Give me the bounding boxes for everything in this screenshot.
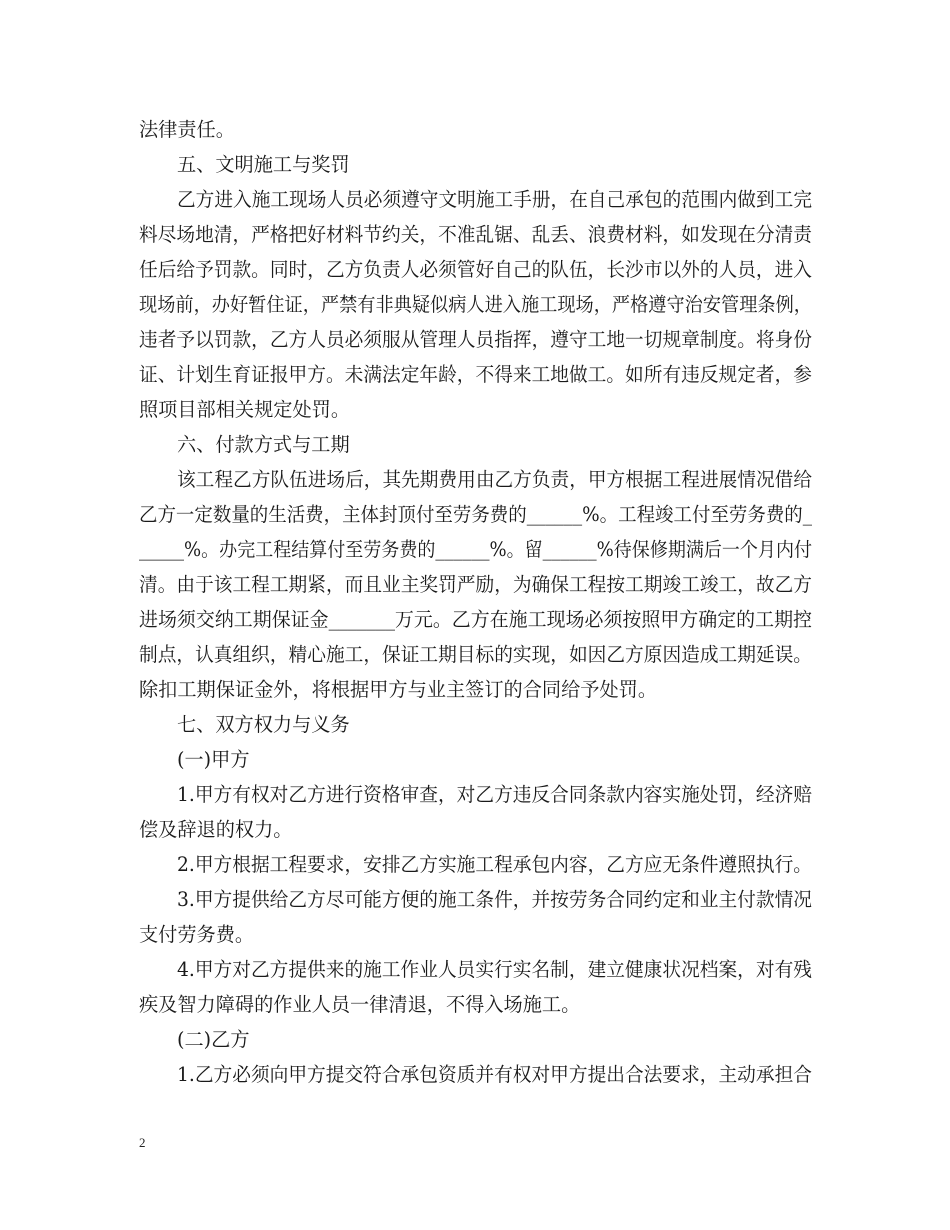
- section-heading: 五、文明施工与奖罚: [177, 153, 350, 176]
- text-line: 支付劳务费。: [139, 923, 255, 946]
- text-line: 证、计划生育证报甲方。未满法定年龄，不得来工地做工。如所有违反规定者，参: [139, 363, 812, 386]
- text-line: 除扣工期保证金外，将根据甲方与业主签订的合同给予处罚。: [139, 678, 658, 701]
- section-heading: 六、付款方式与工期: [177, 433, 350, 456]
- section-heading: 七、双方权力与义务: [177, 713, 350, 736]
- text-line: 进场须交纳工期保证金_______万元。乙方在施工现场必须按照甲方确定的工期控: [139, 608, 812, 631]
- text-line: 该工程乙方队伍进场后，其先期费用由乙方负责，甲方根据工程进展情况借给: [177, 468, 812, 491]
- text-line: 照项目部相关规定处罚。: [139, 398, 351, 421]
- text-line: 任后给予罚款。同时，乙方负责人必须管好自己的队伍，长沙市以外的人员，进入: [139, 258, 812, 281]
- text-line: 清。由于该工程工期紧，而且业主奖罚严励，为确保工程按工期竣工竣工，故乙方: [139, 573, 812, 596]
- text-line: 制点，认真组织，精心施工，保证工期目标的实现，如因乙方原因造成工期延误。: [139, 643, 812, 666]
- text-line: 乙方一定数量的生活费，主体封顶付至劳务费的______%。工程竣工付至劳务费的_: [139, 503, 812, 526]
- text-line: 现场前，办好暂住证，严禁有非典疑似病人进入施工现场，严格遵守治安管理条例，: [139, 293, 812, 316]
- text-line: 疾及智力障碍的作业人员一律清退，不得入场施工。: [139, 993, 581, 1016]
- text-line: 乙方进入施工现场人员必须遵守文明施工手册，在自己承包的范围内做到工完: [177, 188, 812, 211]
- text-line: 法律责任。: [139, 118, 235, 141]
- text-line: 偿及辞退的权力。: [139, 818, 293, 841]
- text-line: 4.甲方对乙方提供来的施工作业人员实行实名制，建立健康状况档案，对有残: [177, 958, 812, 981]
- text-line: 1.甲方有权对乙方进行资格审查，对乙方违反合同条款内容实施处罚，经济赔: [177, 783, 812, 806]
- text-line: 违者予以罚款，乙方人员必须服从管理人员指挥，遵守工地一切规章制度。将身份: [139, 328, 812, 351]
- text-line: 3.甲方提供给乙方尽可能方便的施工条件，并按劳务合同约定和业主付款情况: [177, 888, 812, 911]
- subsection-heading: (二)乙方: [177, 1028, 250, 1051]
- text-line: 料尽场地清，严格把好材料节约关，不准乱锯、乱丢、浪费材料，如发现在分清责: [139, 223, 812, 246]
- subsection-heading: (一)甲方: [177, 748, 250, 771]
- page-number: 2: [139, 1135, 146, 1150]
- text-line: _____%。办完工程结算付至劳务费的______%。留______%待保修期满后一个月内付: [139, 538, 812, 561]
- text-line: 1.乙方必须向甲方提交符合承包资质并有权对甲方提出合法要求，主动承担合: [177, 1063, 812, 1086]
- text-line: 2.甲方根据工程要求，安排乙方实施工程承包内容，乙方应无条件遵照执行。: [177, 853, 812, 876]
